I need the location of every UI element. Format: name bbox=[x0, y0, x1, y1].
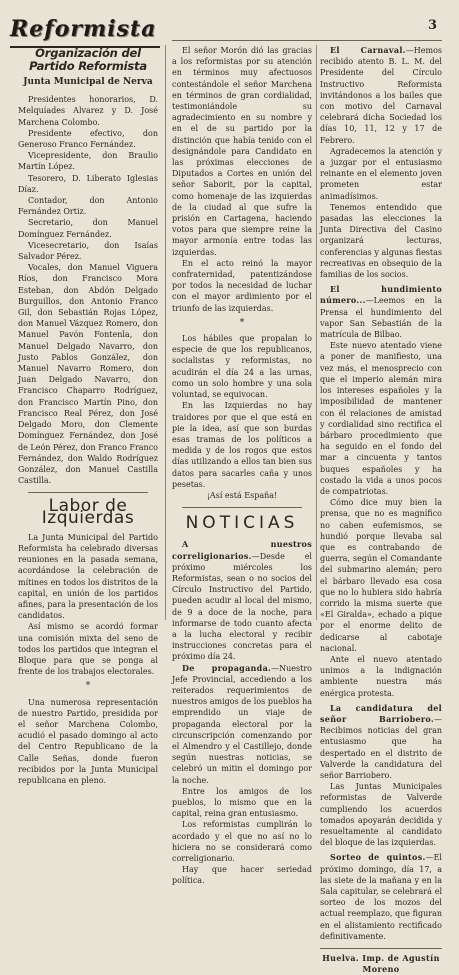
paragraph: Ante el nuevo atentado unimos a la indignación ambiente nuestra más enérgica protesta. bbox=[320, 654, 442, 698]
news-body: —Hemos recibido atento B. L. M. del Presidente del Círculo Instructivo Reformista invitándonos a los bailes que con motivo del Carnaval celebrará dicha Sociedad los días 10, 11, 12 y 17 de Febrero. bbox=[320, 46, 442, 145]
header-rule bbox=[172, 40, 442, 41]
divider bbox=[28, 492, 148, 493]
page-number: 3 bbox=[427, 18, 437, 33]
paragraph: Las Juntas Municipales reformistas de Valverde cumpliendo los acuerdos tomados apoyarán decidida y resueltamente al candidato del bloque de las izquierdas. bbox=[320, 782, 442, 848]
section-title-organizacion: Organización del Partido Reformista bbox=[29, 46, 147, 73]
paragraph: El señor Morón dió las gracias a los reformistas por su atención en términos muy afectuosos contestándole el señor Marchena en términos de gran cordialidad, testimoniándole su agradecimiento en su nombre y en el de su partido por la distinción que había tenido con el designándole para Candidato en las próximas elecciones de Diputados a Cortes en unión del señor Saborit, por la capital, como homenaje de las izquierdas de la ciudad al que sufre la prisión en Cartagena, haciendo votos para que siempre reine la mayor armonía entre todas las izquierdas. bbox=[172, 46, 312, 257]
roster-item: Presidentes honorarios, D. Melquíades Alvarez y D. José Marchena Colombo. bbox=[18, 95, 158, 127]
roster-item: Contador, don Antonio Fernández Ortiz. bbox=[18, 196, 158, 217]
news-item bbox=[320, 284, 442, 340]
column-divider-2 bbox=[316, 45, 317, 620]
roster-item: Vicesecretario, don Isaías Salvador Pérez. bbox=[18, 240, 158, 262]
news-item bbox=[172, 663, 312, 786]
roster-item: Tesorero, D. Liberato Iglesias Díaz. bbox=[18, 173, 158, 194]
news-body: —Recibimos noticias del gran entusiasmo que ha despertado en el distrito de Valverde la candidatura del señor Barriobero. bbox=[320, 714, 442, 780]
headline-noticias: NOTICIAS bbox=[185, 513, 299, 534]
paragraph-exclamation: ¡Así está España! bbox=[206, 490, 278, 500]
news-body: —Desde el próximo miércoles los Reformistas, sean o no socios del Círculo Instructivo del Partido, pueden acudir al local del mismo, de 9 a doce de la noche, para informarse de todo cuanto afecta a la lucha electoral y recibir instrucciones concretas para el próximo día 24. bbox=[172, 551, 312, 662]
paragraph: En el acto reinó la mayor confraternidad, patentizándose por todos la necesidad de luchar con el mayor ardimiento por el triunfo de las izquierdas. bbox=[172, 258, 312, 313]
column-3 bbox=[320, 45, 442, 975]
footer-rule bbox=[320, 948, 442, 949]
paragraph: Este nuevo atentado viene a poner de manifiesto, una vez más, el menosprecio con que el imperio alemán mira los intereses españoles y la imposibilidad de mantener con él relaciones de amistad y cordialidad sino rectifica el bárbaro procedimiento que ha seguido en el fondo del mar a cincuenta y tantos buques españoles y ha costado la vida a unos pocos de compatriotas. bbox=[320, 341, 442, 496]
news-body: —Leemos en la Prensa el hundimiento del vapor San Sebastián de la matrícula de Bilbao. bbox=[320, 296, 442, 340]
column-2 bbox=[172, 45, 312, 887]
news-runin-heading: El Carnaval. bbox=[330, 45, 406, 55]
paragraph: Cómo dice muy bien la prensa, que no es magnífico no caben eufemismos, se hundió porque llevaba sal que es contrabando de guerra, según el Comandante del submarino alemán; pero el bárbaro llevado esa cosa que no lo hubiera sido habría corrido la misma suerte que «El Giralda», echado a pique por el enorme delito de dedicarse al cabotaje nacional. bbox=[320, 498, 442, 653]
divider bbox=[182, 507, 302, 508]
news-runin-heading: Sorteo de quintos. bbox=[330, 852, 426, 863]
paragraph: Entre los amigos de los pueblos, lo mismo que en la capital, reina gran entusiasmo. bbox=[172, 786, 312, 819]
column-1 bbox=[18, 45, 158, 786]
printer-imprint: Huelva. Imp. de Agustín Moreno bbox=[322, 953, 440, 975]
news-runin-heading: De propaganda. bbox=[182, 662, 272, 673]
headline-labor-izquierdas: Labor de Izquierdas bbox=[41, 496, 135, 528]
paragraph: En las Izquierdas no hay traidores por que el que está en pie la idea, así que son burdas esas tramas de los políticos a medida y de los rogos que estos días utilizando a ellos tan bien sus datos para sacarles caña y unos pesetas. bbox=[172, 401, 312, 489]
news-item bbox=[320, 703, 442, 781]
paragraph: Tenemos entendido que pasadas las elecciones la Junta Directiva del Casino organizará lecturas, conferencias y algunas fiestas recreativas en obsequio de la familias de los socios. bbox=[320, 202, 442, 280]
news-item bbox=[172, 539, 312, 662]
column-divider-1 bbox=[165, 45, 166, 620]
news-runin-heading: A nuestros correligionarios. bbox=[172, 539, 312, 561]
news-body: —El próximo domingo, día 17, a las siete de la mañana y en la Sala capitular, se celebrará el sorteo de los mozos del actual reemplazo, que figuran en el alistamiento rectificado definitivamente. bbox=[320, 853, 442, 941]
news-runin-heading: El hundimiento número... bbox=[320, 284, 442, 306]
subhead-junta-nerva: Junta Municipal de Nerva bbox=[23, 77, 153, 87]
paragraph: Los hábiles que propalan lo especie de que los republicanos, socialistas y reformistas, no acudirán el día 24 a las urnas, como un solo hombre y una sola voluntad, se equivocan. bbox=[172, 334, 312, 400]
paragraph: Así mismo se acordó formar una comisión mixta del seno de todos los partidos que integran el Bloque para que se ponga al frente de los trabajos electorales. bbox=[18, 622, 158, 677]
masthead bbox=[10, 12, 160, 48]
paragraph: Los reformistas cumplirán lo acordado y el que no así no lo hiciera no se considerará como correligionario. bbox=[172, 820, 312, 864]
asterisk-separator: * bbox=[85, 681, 91, 692]
news-body: —Nuestro Jefe Provincial, accediendo a los reiterados requerimientos de nuestros amigos de los pueblos ha emprendido un viaje de propaganda electoral por la circunscripción comenzando por el Almendro y el Castillejo, donde según nuestras noticias, se celebró un mitin el domingo por la noche. bbox=[172, 663, 312, 785]
asterisk-separator: * bbox=[239, 317, 245, 328]
news-item bbox=[320, 45, 442, 146]
roster-list bbox=[18, 94, 158, 486]
masthead-logo: Reformista bbox=[10, 16, 157, 42]
paragraph: Agradecemos la atención y a juzgar por el entusiasmo reinante en el elemento joven prometen estar animadísimos. bbox=[320, 146, 442, 201]
roster-item: Vicepresidente, don Braulio Martín López. bbox=[18, 151, 158, 172]
paragraph: Una numerosa representación de nuestro Partido, presidida por el señor Marchena Colombo, acudió el pasado domingo al acto del Centro Republicano de la Calle Señas, donde fueron recibidos por la Junta Municipal republicana en pleno. bbox=[18, 697, 158, 785]
paragraph: Hay que hacer seriedad política. bbox=[172, 865, 312, 886]
paragraph: La Junta Municipal del Partido Reformista ha celebrado diversas reuniones en la pasada semana, acordándose la celebración de mítines en todos los distritos de la capital, en unión de los partidos afines, para la presentación de los candidatos. bbox=[18, 532, 158, 621]
news-item bbox=[320, 852, 442, 942]
news-runin-heading: La candidatura del señor Barriobero. bbox=[320, 702, 442, 724]
roster-item: Secretario, don Manuel Domínguez Fernández. bbox=[18, 218, 158, 239]
roster-item: Presidente efectivo, don Generoso Franco Fernández. bbox=[18, 128, 158, 150]
roster-item: Vocales, don Manuel Viguera Ríos, don Francisco Mora Esteban, don Abdón Delgado Burguillos, don Antonio Franco Gil, don Sebastián Rojas López, don Manuel Vázquez Romero, don Manuel Pavón Fontenla, don Manuel Delgado Navarro, don Justo Pablos González, don Manuel Navarro Romero, don Juan Delgado Navarro, don Francisco Chaparro Rodríguez, don Francisco Martín Pino, don Francisco Real Pérez, don José Delgado Moro, don Clemente Domínguez Fernández, don José de León Pérez, don Franco Franco Fernández, don Waldo Rodríguez González, don Manuel Castilla Castilla. bbox=[18, 263, 158, 486]
